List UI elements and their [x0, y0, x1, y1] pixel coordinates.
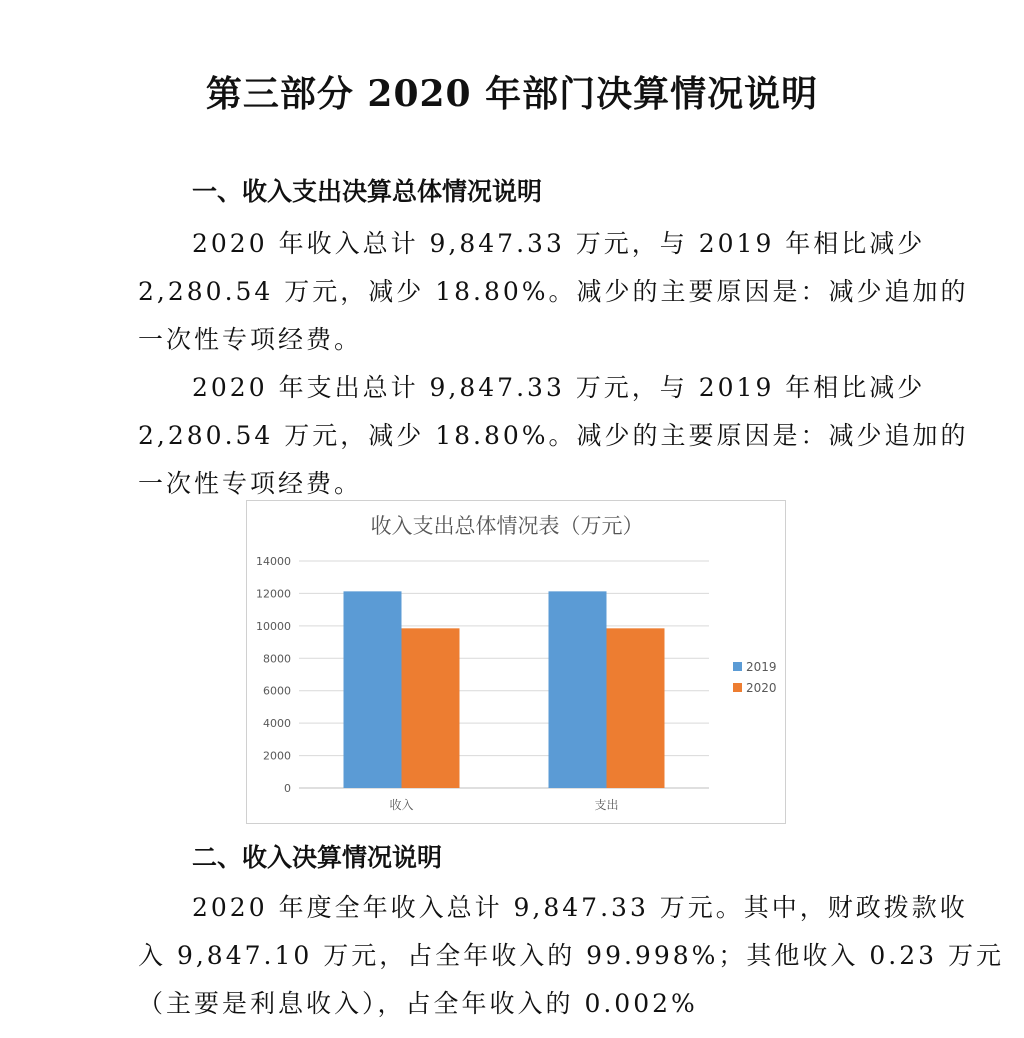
legend-label: 2019: [746, 660, 777, 674]
y-tick-label: 6000: [263, 684, 291, 698]
section1-p2-line1: 2020 年支出总计 9,847.33 万元，与 2019 年相比减少: [192, 373, 926, 402]
section1-p1-line2: 2,280.54 万元，减少 18.80%。减少的主要原因是：减少追加的: [138, 277, 969, 306]
legend-swatch: [733, 683, 742, 692]
page-title: 第三部分 2020 年部门决算情况说明: [205, 73, 819, 115]
section1-p2-line3: 一次性专项经费。: [138, 469, 363, 498]
income-expense-chart: [246, 500, 786, 824]
y-tick-label: 14000: [256, 555, 291, 568]
y-tick-label: 12000: [256, 587, 291, 601]
section1-heading: 一、收入支出决算总体情况说明: [192, 177, 543, 206]
chart-svg: [247, 501, 785, 823]
y-tick-label: 4000: [263, 717, 291, 731]
section1-p1-line1: 2020 年收入总计 9,847.33 万元，与 2019 年相比减少: [192, 229, 926, 258]
section2-line3: （主要是利息收入），占全年收入的 0.002%: [138, 989, 698, 1018]
x-tick-label: 收入: [389, 798, 414, 812]
bar: [607, 628, 665, 788]
section2-line2: 入 9,847.10 万元，占全年收入的 99.998%；其他收入 0.23 万元: [138, 941, 1004, 970]
legend-swatch: [733, 662, 742, 671]
section1-p2-line2: 2,280.54 万元，减少 18.80%。减少的主要原因是：减少追加的: [138, 421, 969, 450]
bar: [344, 591, 402, 788]
x-tick-label: 支出: [594, 798, 619, 812]
section1-p1-line3: 一次性专项经费。: [138, 325, 363, 354]
chart-title: 收入支出总体情况表（万元）: [370, 514, 644, 538]
section2-line1: 2020 年度全年收入总计 9,847.33 万元。其中，财政拨款收: [192, 893, 968, 922]
legend-label: 2020: [746, 681, 777, 695]
y-tick-label: 0: [284, 782, 291, 795]
y-tick-label: 2000: [263, 749, 291, 763]
bar: [549, 591, 607, 788]
y-tick-label: 10000: [256, 619, 291, 633]
y-tick-label: 8000: [263, 652, 291, 666]
bar: [402, 628, 460, 788]
section2-heading: 二、收入决算情况说明: [192, 843, 443, 872]
